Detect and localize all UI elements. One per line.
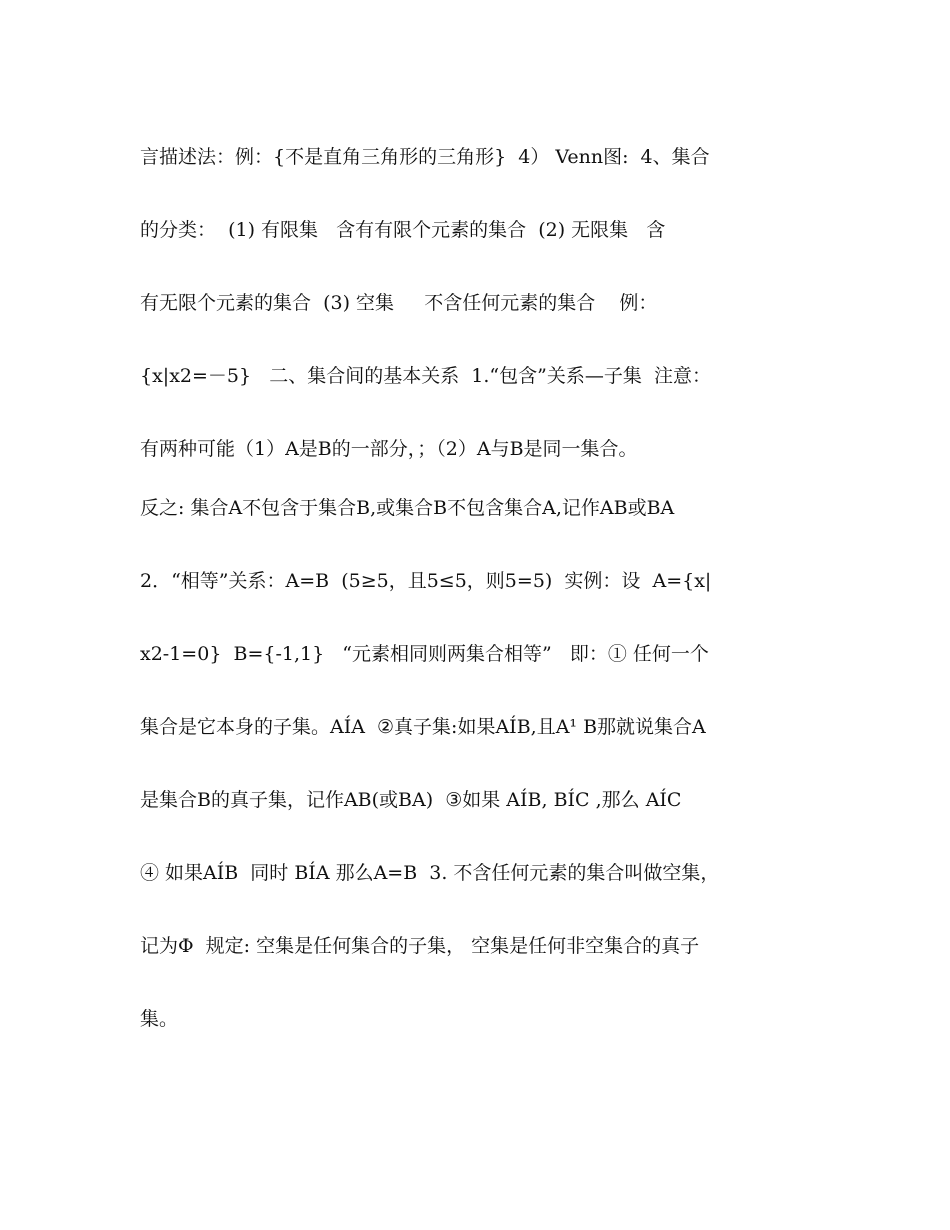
text-line: 的分类： (1) 有限集 含有有限个元素的集合 (2) 无限集 含 — [140, 219, 666, 241]
text-line: 有两种可能（1）A是B的一部分，；（2）A与B是同一集合。 — [140, 438, 638, 460]
text-line: 有无限个元素的集合 (3) 空集 不含任何元素的集合 例： — [140, 292, 658, 314]
text-line: 集合是它本身的子集。AÍA ②真子集:如果AÍB,且A¹ B那就说集合A — [140, 716, 706, 738]
text-line: 记为Φ 规定: 空集是任何集合的子集， 空集是任何非空集合的真子 — [140, 935, 700, 957]
text-line: 2．“相等”关系：A=B (5≥5，且5≤5，则5=5) 实例：设 A={x| — [140, 570, 712, 592]
text-line: 集。 — [140, 1008, 179, 1030]
text-line: ④ 如果AÍB 同时 BÍA 那么A=B 3. 不含任何元素的集合叫做空集， — [140, 862, 720, 884]
text-line: 言描述法：例：{不是直角三角形的三角形} 4） Venn图: 4、集合 — [140, 146, 710, 168]
text-line: {x|x2=－5} 二、集合间的基本关系 1.“包含”关系—子集 注意： — [140, 365, 711, 387]
text-line: x2-1=0} B={-1,1} “元素相同则两集合相等” 即：① 任何一个 — [140, 643, 709, 665]
text-line: 反之: 集合A不包含于集合B,或集合B不包含集合A,记作AB或BA — [140, 497, 675, 519]
text-line: 是集合B的真子集，记作AB(或BA) ③如果 AÍB, BÍC ,那么 AÍC — [140, 789, 682, 811]
